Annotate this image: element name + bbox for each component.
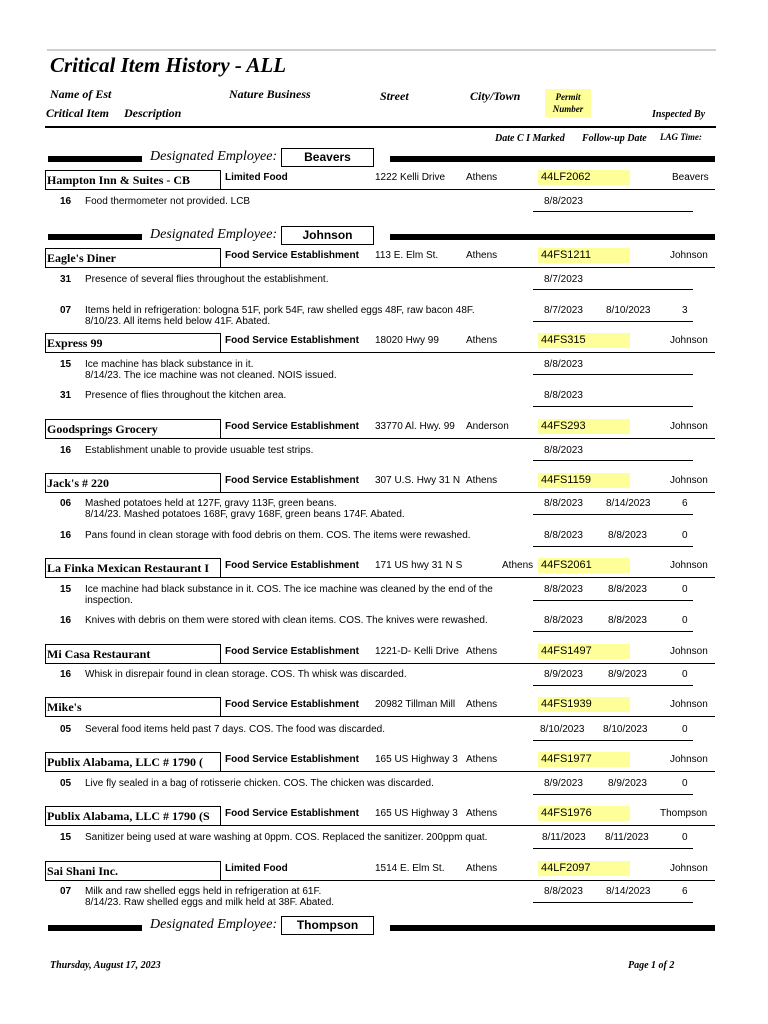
item-underline [533, 406, 693, 407]
header-inspected-by: Inspected By [652, 109, 706, 120]
lag-time: 0 [682, 724, 688, 735]
nature-business: Food Service Establishment [225, 335, 359, 346]
nature-business: Limited Food [225, 172, 288, 183]
street: 165 US Highway 3 [375, 754, 458, 765]
header-name-of-est: Name of Est [50, 87, 112, 101]
footer-page-number: Page 1 of 2 [628, 960, 675, 971]
establishment-name: Jack's # 220 [45, 473, 221, 493]
permit-number: 44FS2061 [538, 558, 630, 573]
followup-date: 8/10/2023 [603, 724, 648, 735]
item-underline [533, 600, 693, 601]
permit-number: 44FS315 [538, 333, 630, 348]
header-critical-item: Critical Item [46, 106, 109, 120]
critical-item-code: 16 [60, 196, 72, 207]
critical-item-description: Pans found in clean storage with food debris on them. COS. The items were rewashed. [85, 530, 471, 541]
establishment-name: Mi Casa Restaurant [45, 644, 221, 664]
row-divider [45, 716, 715, 717]
critical-item-description: Ice machine has black substance in it. [85, 359, 254, 370]
row-divider [45, 492, 715, 493]
city: Athens [502, 560, 534, 571]
date-marked: 8/8/2023 [544, 390, 583, 401]
followup-date: 8/14/2023 [606, 886, 651, 897]
critical-item-description: Presence of several flies throughout the establishment. [85, 274, 329, 285]
date-marked: 8/8/2023 [544, 584, 583, 595]
lag-time: 0 [682, 778, 688, 789]
designated-employee-label: Designated Employee: [150, 149, 278, 164]
critical-item-code: 31 [60, 274, 72, 285]
establishment-name: Mike's [45, 697, 221, 717]
inspector: Beavers [672, 172, 709, 183]
followup-date: 8/14/2023 [606, 498, 651, 509]
critical-item-description-note: 8/14/23. Raw shelled eggs and milk held at 38F. Abated. [85, 897, 335, 908]
inspector: Johnson [670, 699, 708, 710]
critical-item-description-note: 8/10/23. All items held below 41F. Abated. [85, 316, 271, 327]
city: Anderson [466, 421, 509, 432]
section-bar-left [48, 156, 142, 162]
date-marked: 8/8/2023 [544, 445, 583, 456]
inspector: Thompson [660, 808, 708, 819]
critical-item-description: Ice machine had black substance in it. COS. The ice machine was cleaned by the end of the [85, 584, 493, 595]
street: 20982 Tillman Mill [375, 699, 456, 710]
critical-item-description: Mashed potatoes held at 127F, gravy 113F, green beans. [85, 498, 337, 509]
street: 165 US Highway 3 [375, 808, 458, 819]
critical-item-code: 16 [60, 530, 72, 541]
subheader-date-ci-marked: Date C I Marked [495, 133, 565, 144]
critical-item-description-note: 8/14/23. The ice machine was not cleaned. NOIS issued. [85, 370, 337, 381]
item-underline [533, 289, 693, 290]
permit-number: 44FS1159 [538, 473, 630, 488]
item-underline [533, 631, 693, 632]
critical-item-description: Knives with debris on them were stored with clean items. COS. The knives were rewashed. [85, 615, 488, 626]
date-marked: 8/8/2023 [544, 886, 583, 897]
street: 1514 E. Elm St. [375, 863, 445, 874]
critical-item-description: Food thermometer not provided. LCB [85, 196, 251, 207]
establishment-name: Hampton Inn & Suites - CB [45, 170, 221, 190]
lag-time: 0 [682, 832, 688, 843]
inspector: Johnson [670, 250, 708, 261]
followup-date: 8/8/2023 [608, 584, 647, 595]
critical-item-description: Sanitizer being used at ware washing at 0ppm. COS. Replaced the sanitizer. 200ppm quat. [85, 832, 488, 843]
critical-item-code: 16 [60, 669, 72, 680]
city: Athens [466, 754, 498, 765]
inspector: Johnson [670, 335, 708, 346]
date-marked: 8/8/2023 [544, 359, 583, 370]
item-underline [533, 546, 693, 547]
header-city-town: City/Town [470, 89, 521, 103]
critical-item-code: 05 [60, 778, 72, 789]
lag-time: 0 [682, 615, 688, 626]
row-divider [45, 880, 715, 881]
nature-business: Food Service Establishment [225, 250, 359, 261]
establishment-name: La Finka Mexican Restaurant I [45, 558, 221, 578]
permit-number: 44FS1976 [538, 806, 630, 821]
item-underline [533, 848, 693, 849]
critical-item-code: 15 [60, 584, 72, 595]
header-street: Street [380, 89, 409, 103]
street: 1221-D- Kelli Drive [375, 646, 459, 657]
row-divider [45, 438, 715, 439]
subheader-followup-date: Follow-up Date [582, 133, 647, 144]
permit-number: 44LF2062 [538, 170, 630, 185]
establishment-name: Express 99 [45, 333, 221, 353]
designated-employee-name: Johnson [281, 226, 374, 245]
lag-time: 0 [682, 669, 688, 680]
date-marked: 8/8/2023 [544, 498, 583, 509]
footer-date: Thursday, August 17, 2023 [50, 960, 161, 971]
permit-number: 44FS1939 [538, 697, 630, 712]
subheader-lag-time: LAG Time: [660, 132, 702, 142]
item-underline [533, 794, 693, 795]
nature-business: Food Service Establishment [225, 699, 359, 710]
city: Athens [466, 646, 498, 657]
city: Athens [466, 475, 498, 486]
establishment-name: Sai Shani Inc. [45, 861, 221, 881]
establishment-name: Eagle's Diner [45, 248, 221, 268]
lag-time: 6 [682, 886, 688, 897]
nature-business: Food Service Establishment [225, 808, 359, 819]
item-underline [533, 211, 693, 212]
report-title: Critical Item History - ALL [50, 53, 287, 77]
date-marked: 8/8/2023 [544, 530, 583, 541]
nature-business: Limited Food [225, 863, 288, 874]
city: Athens [466, 863, 498, 874]
header-nature-business: Nature Business [229, 87, 311, 101]
permit-number: 44FS293 [538, 419, 630, 434]
nature-business: Food Service Establishment [225, 646, 359, 657]
critical-item-description: Whisk in disrepair found in clean storage. COS. Th whisk was discarded. [85, 669, 407, 680]
street: 113 E. Elm St. [375, 250, 439, 261]
section-bar-left [48, 234, 142, 240]
header-permit-number: Permit Number [545, 89, 591, 117]
inspector: Johnson [670, 646, 708, 657]
date-marked: 8/7/2023 [544, 305, 583, 316]
critical-item-description-note: inspection. [85, 595, 133, 606]
inspector: Johnson [670, 475, 708, 486]
date-marked: 8/8/2023 [544, 196, 583, 207]
inspector: Johnson [670, 421, 708, 432]
critical-item-description: Live fly sealed in a bag of rotisserie chicken. COS. The chicken was discarded. [85, 778, 434, 789]
critical-item-description: Milk and raw shelled eggs held in refrigeration at 61F. [85, 886, 322, 897]
row-divider [45, 352, 715, 353]
followup-date: 8/9/2023 [608, 669, 647, 680]
lag-time: 0 [682, 584, 688, 595]
date-marked: 8/7/2023 [544, 274, 583, 285]
inspector: Johnson [670, 754, 708, 765]
designated-employee-name: Beavers [281, 148, 374, 167]
nature-business: Food Service Establishment [225, 560, 359, 571]
row-divider [45, 663, 715, 664]
item-underline [533, 902, 693, 903]
lag-time: 0 [682, 530, 688, 541]
item-underline [533, 374, 693, 375]
section-bar-right [390, 925, 715, 931]
critical-item-code: 31 [60, 390, 72, 401]
item-underline [533, 460, 693, 461]
city: Athens [466, 808, 498, 819]
critical-item-code: 06 [60, 498, 72, 509]
designated-employee-name: Thompson [281, 916, 374, 935]
section-bar-right [390, 156, 715, 162]
row-divider [45, 577, 715, 578]
permit-number: 44FS1977 [538, 752, 630, 767]
header-description: Description [124, 106, 182, 120]
lag-time: 6 [682, 498, 688, 509]
followup-date: 8/11/2023 [605, 832, 649, 843]
date-marked: 8/8/2023 [544, 615, 583, 626]
section-bar-right [390, 234, 715, 240]
followup-date: 8/10/2023 [606, 305, 651, 316]
critical-item-code: 15 [60, 359, 72, 370]
nature-business: Food Service Establishment [225, 421, 359, 432]
critical-item-description-note: 8/14/23. Mashed potatoes 168F, gravy 168F, green beans 174F. Abated. [85, 509, 405, 520]
city: Athens [466, 250, 498, 261]
row-divider [45, 267, 715, 268]
street: 18020 Hwy 99 [375, 335, 439, 346]
city: Athens [466, 335, 498, 346]
critical-item-description: Establishment unable to provide usuable test strips. [85, 445, 314, 456]
permit-number: 44FS1211 [538, 248, 630, 263]
header-rule [45, 126, 716, 128]
critical-item-code: 16 [60, 445, 72, 456]
permit-number: 44LF2097 [538, 861, 630, 876]
critical-item-code: 07 [60, 305, 72, 316]
critical-item-code: 07 [60, 886, 72, 897]
street: 33770 Al. Hwy. 99 [375, 421, 455, 432]
date-marked: 8/11/2023 [542, 832, 586, 843]
date-marked: 8/9/2023 [544, 669, 583, 680]
row-divider [45, 771, 715, 772]
item-underline [533, 685, 693, 686]
city: Athens [466, 172, 498, 183]
critical-item-code: 16 [60, 615, 72, 626]
critical-item-code: 05 [60, 724, 72, 735]
item-underline [533, 514, 693, 515]
street: 171 US hwy 31 N S [375, 560, 463, 571]
date-marked: 8/10/2023 [540, 724, 585, 735]
critical-item-description: Presence of flies throughout the kitchen area. [85, 390, 287, 401]
establishment-name: Publix Alabama, LLC # 1790 ( [45, 752, 221, 772]
nature-business: Food Service Establishment [225, 754, 359, 765]
street: 307 U.S. Hwy 31 N [375, 475, 461, 486]
followup-date: 8/8/2023 [608, 530, 647, 541]
section-bar-left [48, 925, 142, 931]
lag-time: 3 [682, 305, 688, 316]
inspector: Johnson [670, 560, 708, 571]
nature-business: Food Service Establishment [225, 475, 359, 486]
row-divider [45, 189, 715, 190]
date-marked: 8/9/2023 [544, 778, 583, 789]
city: Athens [466, 699, 498, 710]
establishment-name: Goodsprings Grocery [45, 419, 221, 439]
top-divider [47, 49, 716, 51]
followup-date: 8/8/2023 [608, 615, 647, 626]
row-divider [45, 825, 715, 826]
item-underline [533, 321, 693, 322]
critical-item-description: Items held in refrigeration: bologna 51F, pork 54F, raw shelled eggs 48F, raw bacon 48F. [85, 305, 475, 316]
critical-item-code: 15 [60, 832, 72, 843]
critical-item-description: Several food items held past 7 days. COS. The food was discarded. [85, 724, 385, 735]
designated-employee-label: Designated Employee: [150, 227, 278, 242]
permit-number: 44FS1497 [538, 644, 630, 659]
item-underline [533, 740, 693, 741]
street: 1222 Kelli Drive [375, 172, 446, 183]
inspector: Johnson [670, 863, 708, 874]
followup-date: 8/9/2023 [608, 778, 647, 789]
establishment-name: Publix Alabama, LLC # 1790 (S [45, 806, 221, 826]
designated-employee-label: Designated Employee: [150, 917, 278, 932]
